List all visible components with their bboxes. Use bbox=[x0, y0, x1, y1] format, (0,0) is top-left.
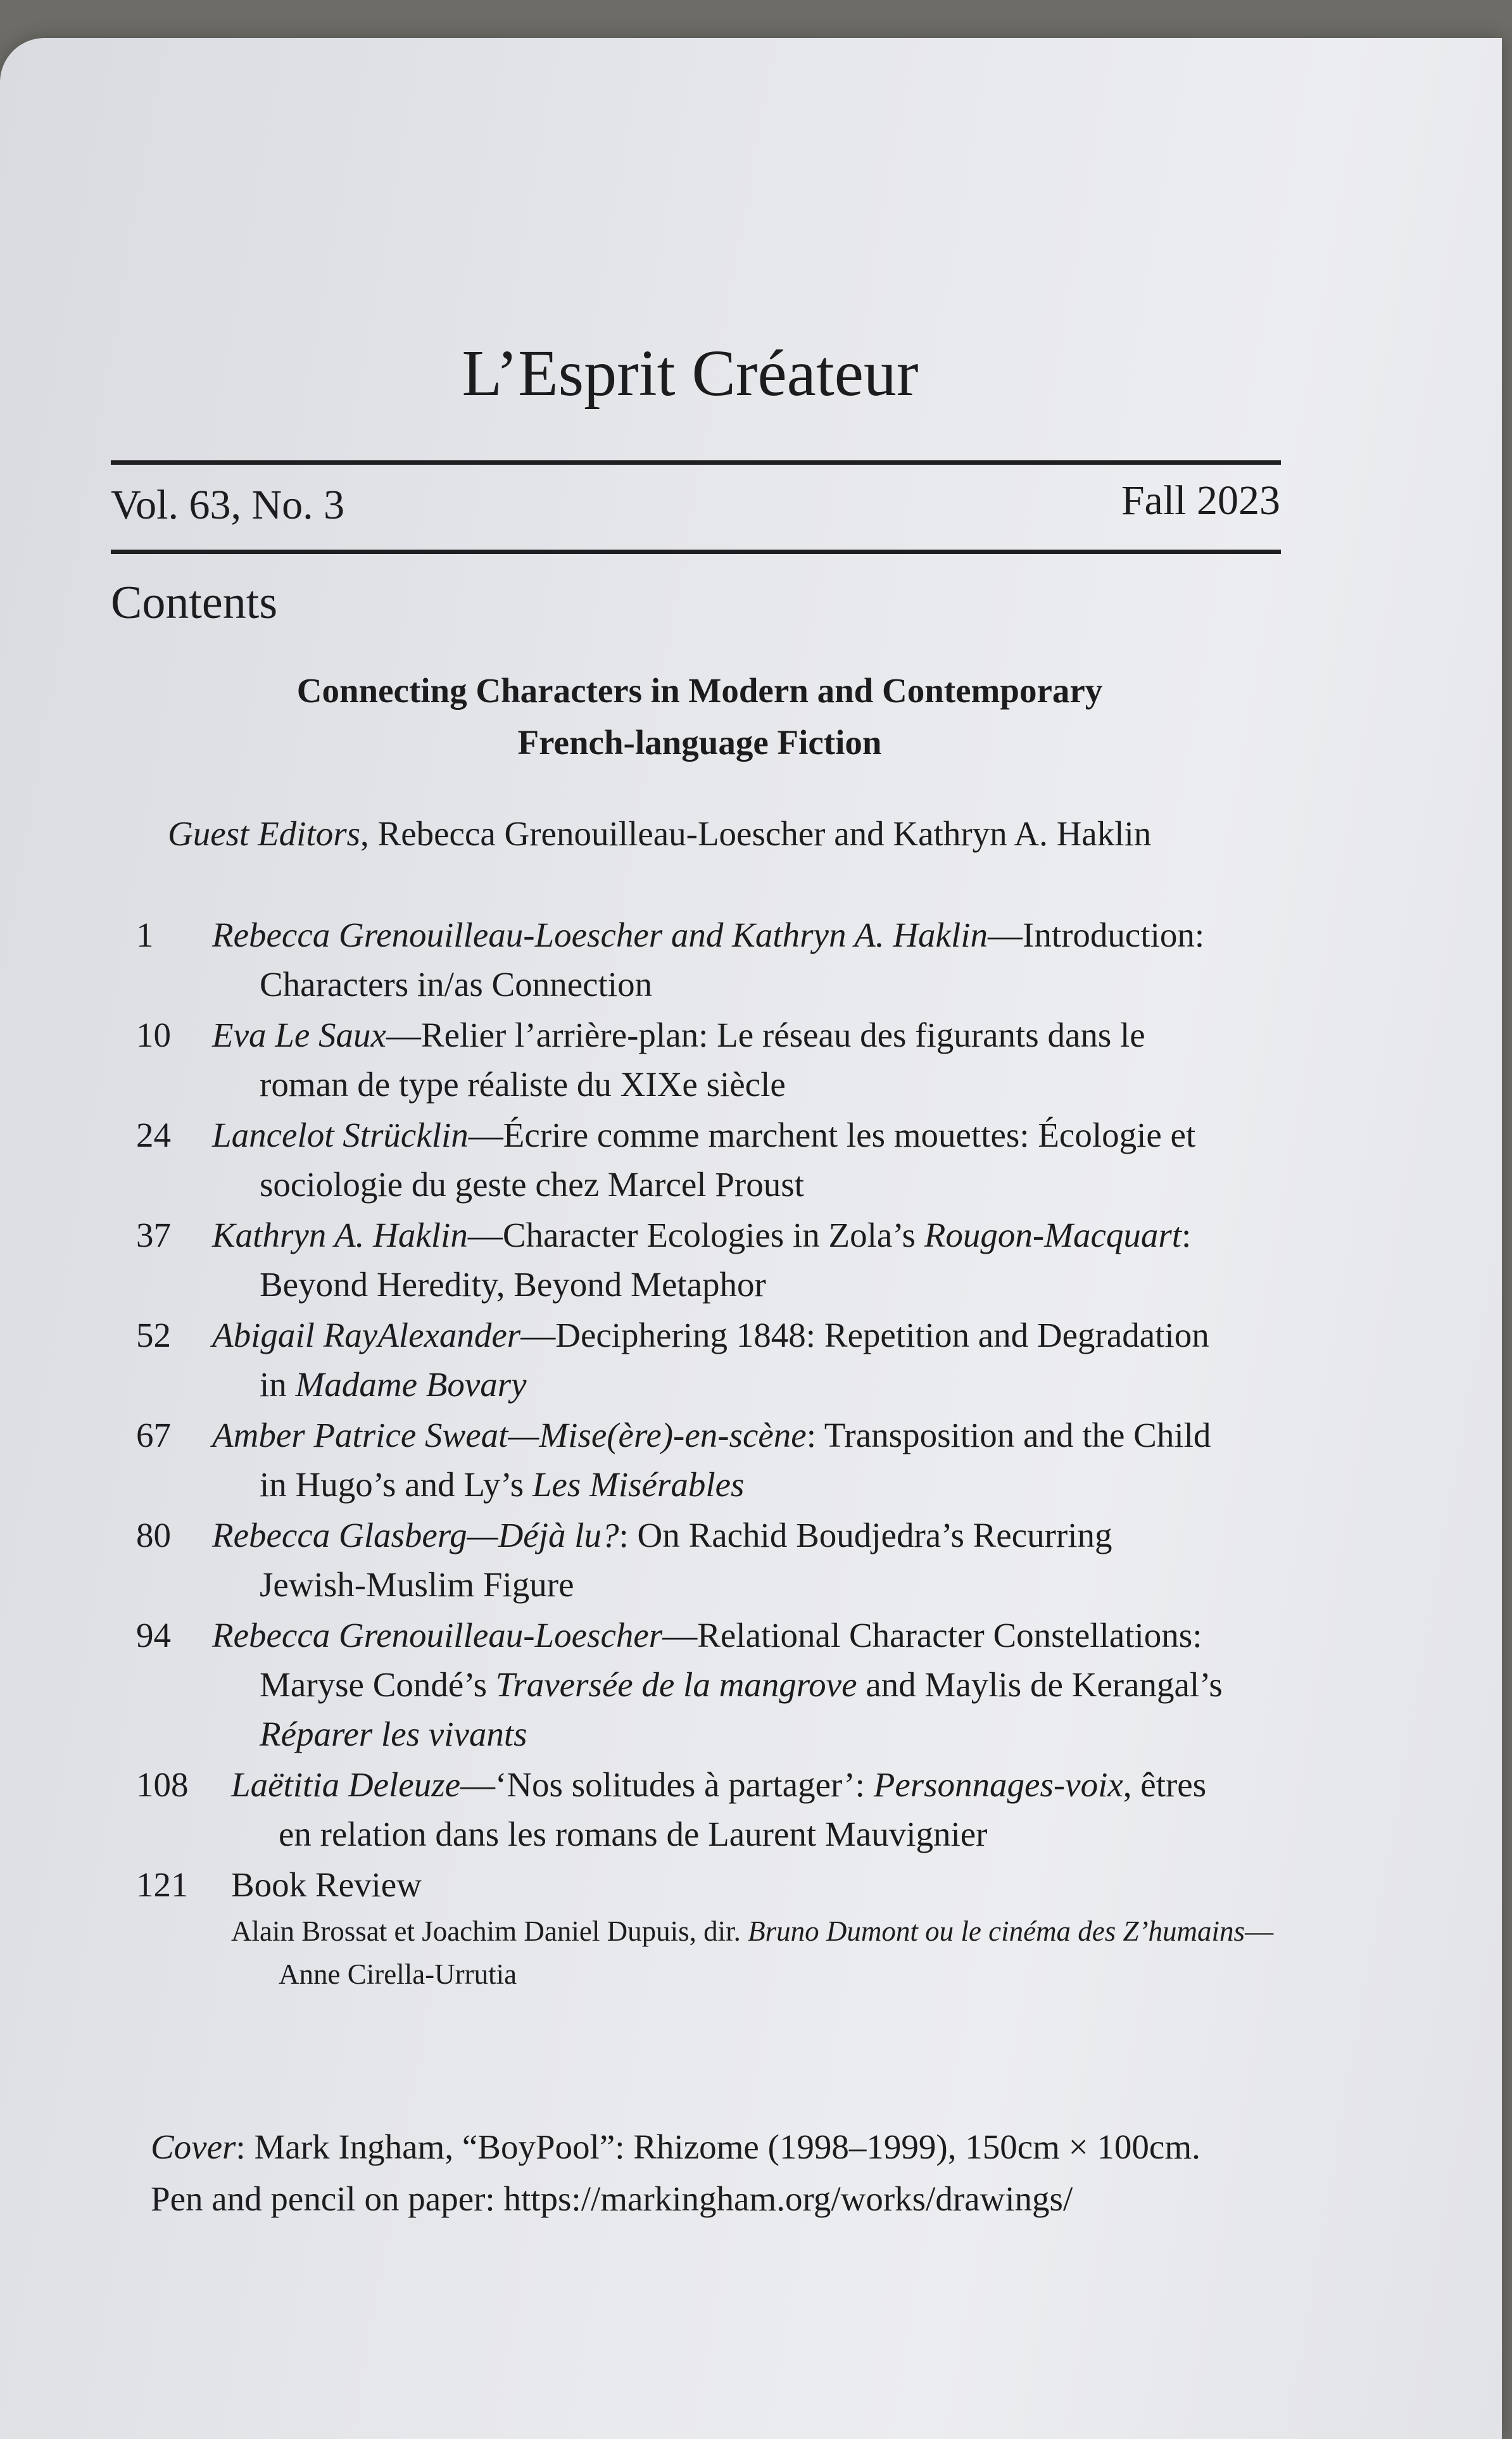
page-number: 94 bbox=[136, 1616, 171, 1654]
entry-title-italic: Réparer les vivants bbox=[260, 1715, 527, 1753]
dash: — bbox=[520, 1316, 556, 1354]
review-book-title: Bruno Dumont ou le cinéma des Z’humains bbox=[748, 1915, 1245, 1947]
entry-title: Introduction: bbox=[1023, 916, 1205, 954]
entry-title-cont: roman de type réaliste du XIXe siècle bbox=[260, 1065, 786, 1104]
toc-entry[interactable] bbox=[136, 1411, 1295, 1509]
dash: — bbox=[460, 1765, 496, 1804]
cover-line-1 bbox=[151, 2121, 1309, 2173]
toc-entry[interactable] bbox=[136, 911, 1295, 1009]
entry-title-cont: Beyond Heredity, Beyond Metaphor bbox=[260, 1265, 766, 1304]
entry-title-text: in Hugo’s and Ly’s bbox=[260, 1465, 532, 1504]
page-number: 121 bbox=[136, 1865, 189, 1904]
page-number: 80 bbox=[136, 1516, 171, 1554]
dash: — bbox=[467, 1516, 498, 1554]
volume-number: Vol. 63, No. 3 bbox=[111, 482, 345, 528]
entry-author: Kathryn A. Haklin bbox=[212, 1216, 468, 1254]
toc-entry[interactable] bbox=[136, 1311, 1295, 1409]
cover-label: Cover bbox=[151, 2127, 236, 2166]
entry-author: Lancelot Strücklin bbox=[212, 1116, 469, 1154]
toc-entry[interactable] bbox=[136, 1011, 1295, 1109]
entry-title-cont: sociologie du geste chez Marcel Proust bbox=[260, 1165, 804, 1204]
entry-title: : On Rachid Boudjedra’s Recurring bbox=[619, 1516, 1112, 1554]
entry-author: Eva Le Saux bbox=[212, 1016, 386, 1054]
issue-theme-heading bbox=[114, 665, 1285, 769]
book-review-detail bbox=[231, 1910, 1295, 1996]
entry-author: Rebecca Glasberg bbox=[212, 1516, 467, 1554]
theme-line-2: French-language Fiction bbox=[517, 723, 882, 762]
entry-title-italic: Rougon-Macquart bbox=[924, 1216, 1182, 1254]
entry-title-cont bbox=[212, 1360, 1295, 1409]
entry-title-text: , êtres bbox=[1123, 1765, 1207, 1804]
entry-title-italic: Déjà lu? bbox=[498, 1516, 619, 1554]
page-number: 108 bbox=[136, 1765, 189, 1804]
cover-credit bbox=[151, 2121, 1309, 2225]
entry-author: Rebecca Grenouilleau-Loescher and Kathryn A. Haklin bbox=[212, 916, 988, 954]
entry-title-text: in bbox=[260, 1365, 296, 1404]
guest-editors bbox=[168, 814, 1151, 854]
issue-season: Fall 2023 bbox=[1121, 477, 1280, 524]
page-number: 1 bbox=[136, 916, 154, 954]
contents-heading: Contents bbox=[111, 577, 278, 629]
entry-author: Laëtitia Deleuze bbox=[231, 1765, 461, 1804]
entry-title: Relier l’arrière-plan: Le réseau des figurants dans le bbox=[420, 1016, 1145, 1054]
dash: — bbox=[1245, 1915, 1274, 1947]
toc-entry[interactable] bbox=[136, 1211, 1295, 1309]
entry-title-cont: Jewish-Muslim Figure bbox=[260, 1565, 574, 1604]
entry-title-italic: Personnages-voix bbox=[873, 1765, 1123, 1804]
guest-editors-names: , Rebecca Grenouilleau-Loescher and Kathryn A. Haklin bbox=[360, 814, 1152, 853]
entry-author: Amber Patrice Sweat bbox=[212, 1416, 508, 1454]
page-number: 52 bbox=[136, 1316, 171, 1354]
reviewer-name: Anne Cirella-Urrutia bbox=[279, 1958, 517, 1990]
entry-title-italic: Traversée de la mangrove bbox=[495, 1665, 857, 1704]
entry-title-cont: en relation dans les romans de Laurent Mauvignier bbox=[279, 1815, 988, 1853]
table-of-contents bbox=[136, 911, 1295, 1997]
page-number: 37 bbox=[136, 1216, 171, 1254]
dash: — bbox=[662, 1616, 698, 1654]
journal-title: L’Esprit Créateur bbox=[462, 337, 919, 410]
cover-line-2: Pen and pencil on paper: https://markingham.org/works/drawings/ bbox=[151, 2179, 1073, 2218]
journal-page bbox=[0, 38, 1502, 2439]
entry-title-punct: : bbox=[1181, 1216, 1192, 1254]
bottom-rule bbox=[111, 550, 1281, 554]
entry-title-text: Maryse Condé’s bbox=[260, 1665, 496, 1704]
entry-title-italic: Les Misérables bbox=[532, 1465, 745, 1504]
dash: — bbox=[508, 1416, 539, 1454]
entry-title: Écrire comme marchent les mouettes: Écologie et bbox=[503, 1116, 1196, 1154]
entry-title-italic: Mise(ère)-en-scène bbox=[539, 1416, 807, 1454]
dash: — bbox=[988, 916, 1023, 954]
review-authors: Alain Brossat et Joachim Daniel Dupuis, dir. bbox=[231, 1915, 748, 1947]
toc-entry[interactable] bbox=[136, 1511, 1295, 1610]
entry-author: Abigail RayAlexander bbox=[212, 1316, 521, 1354]
entry-title-cont: Characters in/as Connection bbox=[260, 965, 653, 1004]
top-rule bbox=[111, 460, 1281, 465]
page-number: 67 bbox=[136, 1416, 171, 1454]
entry-title-cont bbox=[212, 1460, 1295, 1509]
entry-title: Book Review bbox=[231, 1865, 422, 1904]
entry-title: Deciphering 1848: Repetition and Degradation bbox=[555, 1316, 1209, 1354]
dash: — bbox=[467, 1216, 503, 1254]
entry-title: ‘Nos solitudes à partager’: bbox=[495, 1765, 874, 1804]
entry-title: : Transposition and the Child bbox=[806, 1416, 1211, 1454]
toc-entry-book-review[interactable] bbox=[136, 1860, 1295, 1996]
entry-title-cont bbox=[212, 1660, 1295, 1710]
page-number: 24 bbox=[136, 1116, 171, 1154]
entry-title: Character Ecologies in Zola’s bbox=[502, 1216, 924, 1254]
guest-editors-label: Guest Editors bbox=[168, 814, 361, 853]
toc-entry[interactable] bbox=[136, 1611, 1295, 1759]
dash: — bbox=[386, 1016, 421, 1054]
dash: — bbox=[468, 1116, 503, 1154]
theme-line-1: Connecting Characters in Modern and Contemporary bbox=[296, 671, 1103, 710]
toc-entry[interactable] bbox=[136, 1760, 1295, 1859]
cover-text: : Mark Ingham, “BoyPool”: Rhizome (1998–1999), 150cm × 100cm. bbox=[236, 2127, 1200, 2166]
toc-entry[interactable] bbox=[136, 1111, 1295, 1209]
entry-title-text: and Maylis de Kerangal’s bbox=[857, 1665, 1223, 1704]
entry-title: Relational Character Constellations: bbox=[697, 1616, 1202, 1654]
page-number: 10 bbox=[136, 1016, 171, 1054]
entry-title-italic: Madame Bovary bbox=[295, 1365, 527, 1404]
entry-author: Rebecca Grenouilleau-Loescher bbox=[212, 1616, 663, 1654]
